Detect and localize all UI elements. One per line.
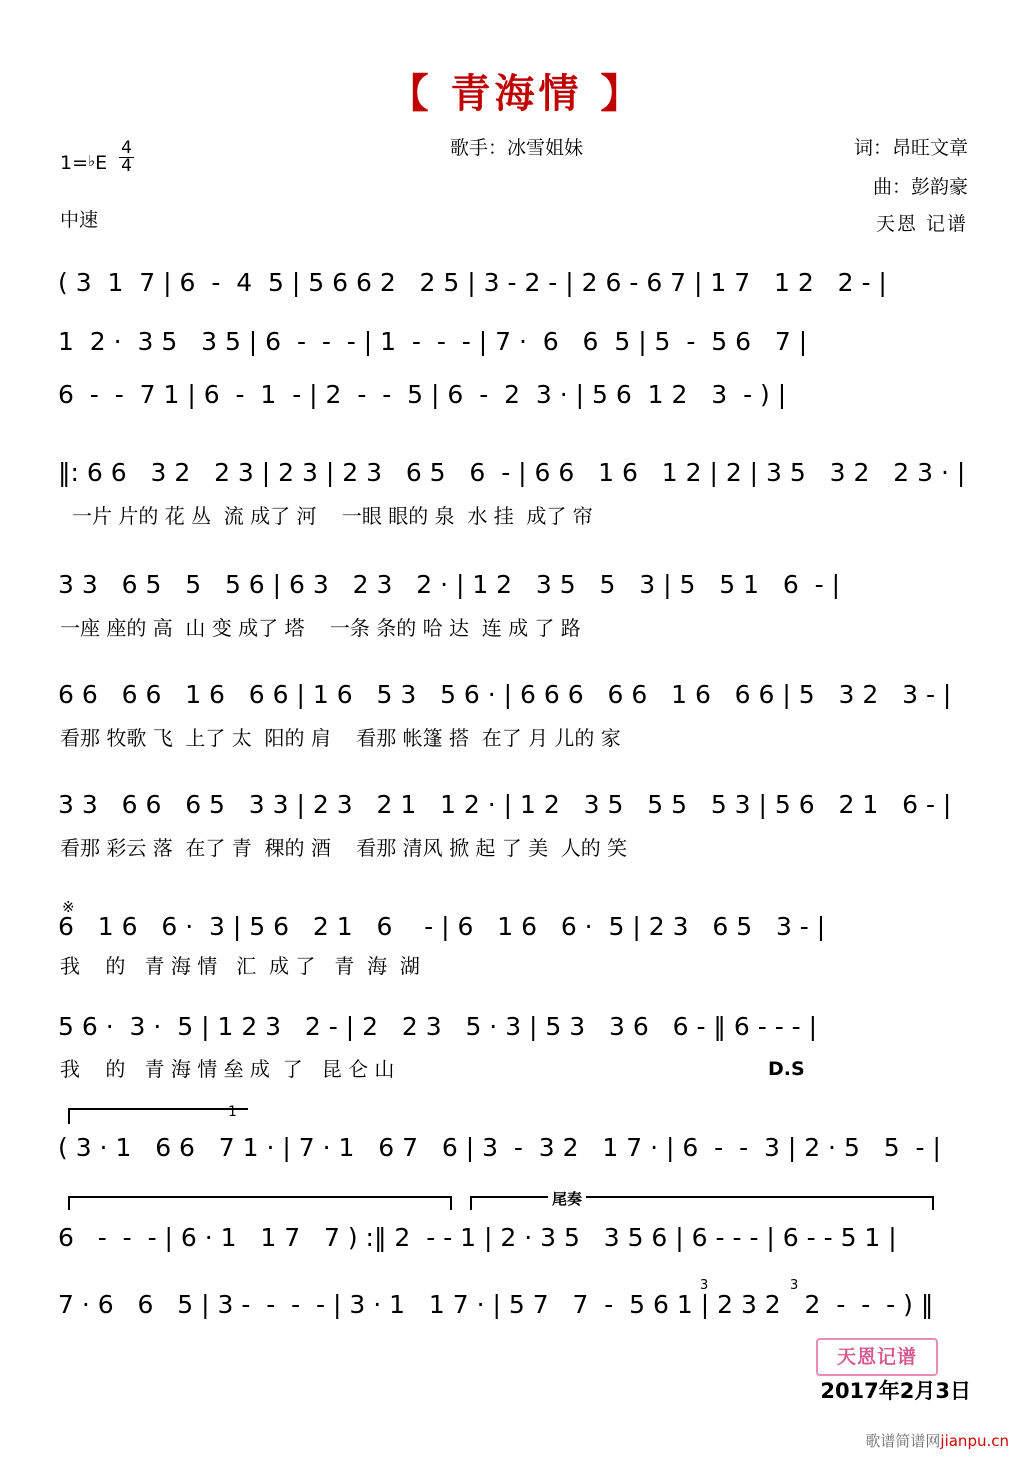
site-credit-left: 歌谱简谱网 (865, 1432, 941, 1450)
verse-3-lyrics: 看那 牧歌 飞 上了 太 阳的 肩 看那 帐篷 搭 在了 月 儿的 家 (60, 726, 621, 750)
flat-icon: ♭ (88, 152, 96, 170)
tail-label: 尾奏 (548, 1188, 586, 1209)
verse-1-notes: ‖: 6 6 3 2 2 3 | 2 3 | 2 3 6 5 6 - | 6 6 1 6 1 2 | 2 | 3 5 3 2 2 3 · | (58, 458, 966, 487)
verse-4-lyrics: 看那 彩云 落 在了 青 稞的 酒 看那 清风 掀 起 了 美 人的 笑 (60, 836, 628, 860)
verse-2-lyrics: 一座 座的 高 山 变 成了 塔 一条 条的 哈 达 连 成 了 路 (60, 616, 581, 640)
composer-label: 曲：彭韵豪 (872, 176, 968, 198)
lyricist-label: 词：昂旺文章 (853, 137, 968, 159)
intro-line-1: ( 3 1 7 | 6 - 4 5 | 5 6 6 2 2 5 | 3 - 2 - | 2 6 - 6 7 | 1 7 1 2 2 - | (58, 268, 887, 297)
site-credit-right: jianpu.cn (940, 1432, 1009, 1450)
intro-line-2: 1 2 · 3 5 3 5 | 6 - - - | 1 - - - | 7 · 6 6 5 | 5 - 5 6 7 | (58, 327, 808, 356)
key-label: 1= (60, 152, 89, 174)
coda-line-1: ( 3 · 1 6 6 7 1 · | 7 · 1 6 7 6 | 3 - 3 2 1 7 · | 6 - - 3 | 2 · 5 5 - | (58, 1133, 941, 1162)
singer-label: 歌手：冰雪姐妹 (449, 137, 583, 159)
tail-span-bracket (470, 1196, 934, 1210)
title-text: 【 青海情 】 (388, 71, 645, 117)
tempo-label: 中速 (60, 209, 99, 231)
repeat-span-bracket (68, 1196, 452, 1210)
key-letter: E (95, 152, 108, 174)
first-ending-bracket (68, 1108, 248, 1124)
page-title (0, 62, 1033, 119)
verse-6-notes: 5 6 · 3 · 5 | 1 2 3 2 - | 2 2 3 5 · 3 | 5 3 3 6 6 - ‖ 6 - - - | (58, 1012, 818, 1041)
verse-3-notes: 6 6 6 6 1 6 6 6 | 1 6 5 3 5 6 · | 6 6 6 6 6 1 6 6 6 | 5 3 2 3 - | (58, 680, 952, 709)
verse-1-lyrics: 一片 片的 花 丛 流 成了 河 一眼 眼的 泉 水 挂 成了 帘 (72, 504, 593, 528)
verse-6-lyrics: 我 的 青 海 情 垒 成 了 昆 仑 山 (60, 1057, 395, 1081)
verse-5-notes: 6 1 6 6 · 3 | 5 6 2 1 6 - | 6 1 6 6 · 5 | 2 3 6 5 3 - | (58, 912, 826, 941)
triplet-mark-2: 3 (790, 1278, 799, 1293)
intro-line-3: 6 - - 7 1 | 6 - 1 - | 2 - - 5 | 6 - 2 3 · | 5 6 1 2 3 - ) | (58, 380, 787, 409)
coda-line-3: 7 · 6 6 5 | 3 - - - - | 3 · 1 1 7 · | 5 7 7 - 5 6 1 | 2 3 2 2 - - - ) ‖ (58, 1290, 934, 1319)
triplet-mark-1: 3 (700, 1278, 709, 1293)
segno-icon: ※ (62, 898, 75, 916)
site-credit (865, 1430, 1009, 1451)
verse-5-lyrics: 我 的 青 海 情 汇 成 了 青 海 湖 (60, 954, 420, 978)
notator-label: 天恩 记谱 (875, 213, 968, 235)
verse-2-notes: 3 3 6 5 5 5 6 | 6 3 2 3 2 · | 1 2 3 5 5 3 | 5 5 1 6 - | (58, 570, 841, 599)
key-signature (60, 140, 134, 175)
time-denominator: 4 (121, 156, 132, 176)
notation-stamp: 天恩记谱 (816, 1338, 938, 1376)
time-signature (119, 140, 134, 175)
first-ending-number: 1 (228, 1104, 237, 1120)
verse-4-notes: 3 3 6 6 6 5 3 3 | 2 3 2 1 1 2 · | 1 2 3 5 5 5 5 3 | 5 6 2 1 6 - | (58, 790, 952, 819)
coda-line-2: 6 - - - | 6 · 1 1 7 7 ) :‖ 2 - - 1 | 2 · 3 5 3 5 6 | 6 - - - | 6 - - 5 1 | (58, 1223, 897, 1252)
time-numerator: 4 (121, 138, 132, 158)
date-label: 2017年2月3日 (820, 1379, 971, 1403)
ds-mark: D.S (768, 1058, 805, 1080)
